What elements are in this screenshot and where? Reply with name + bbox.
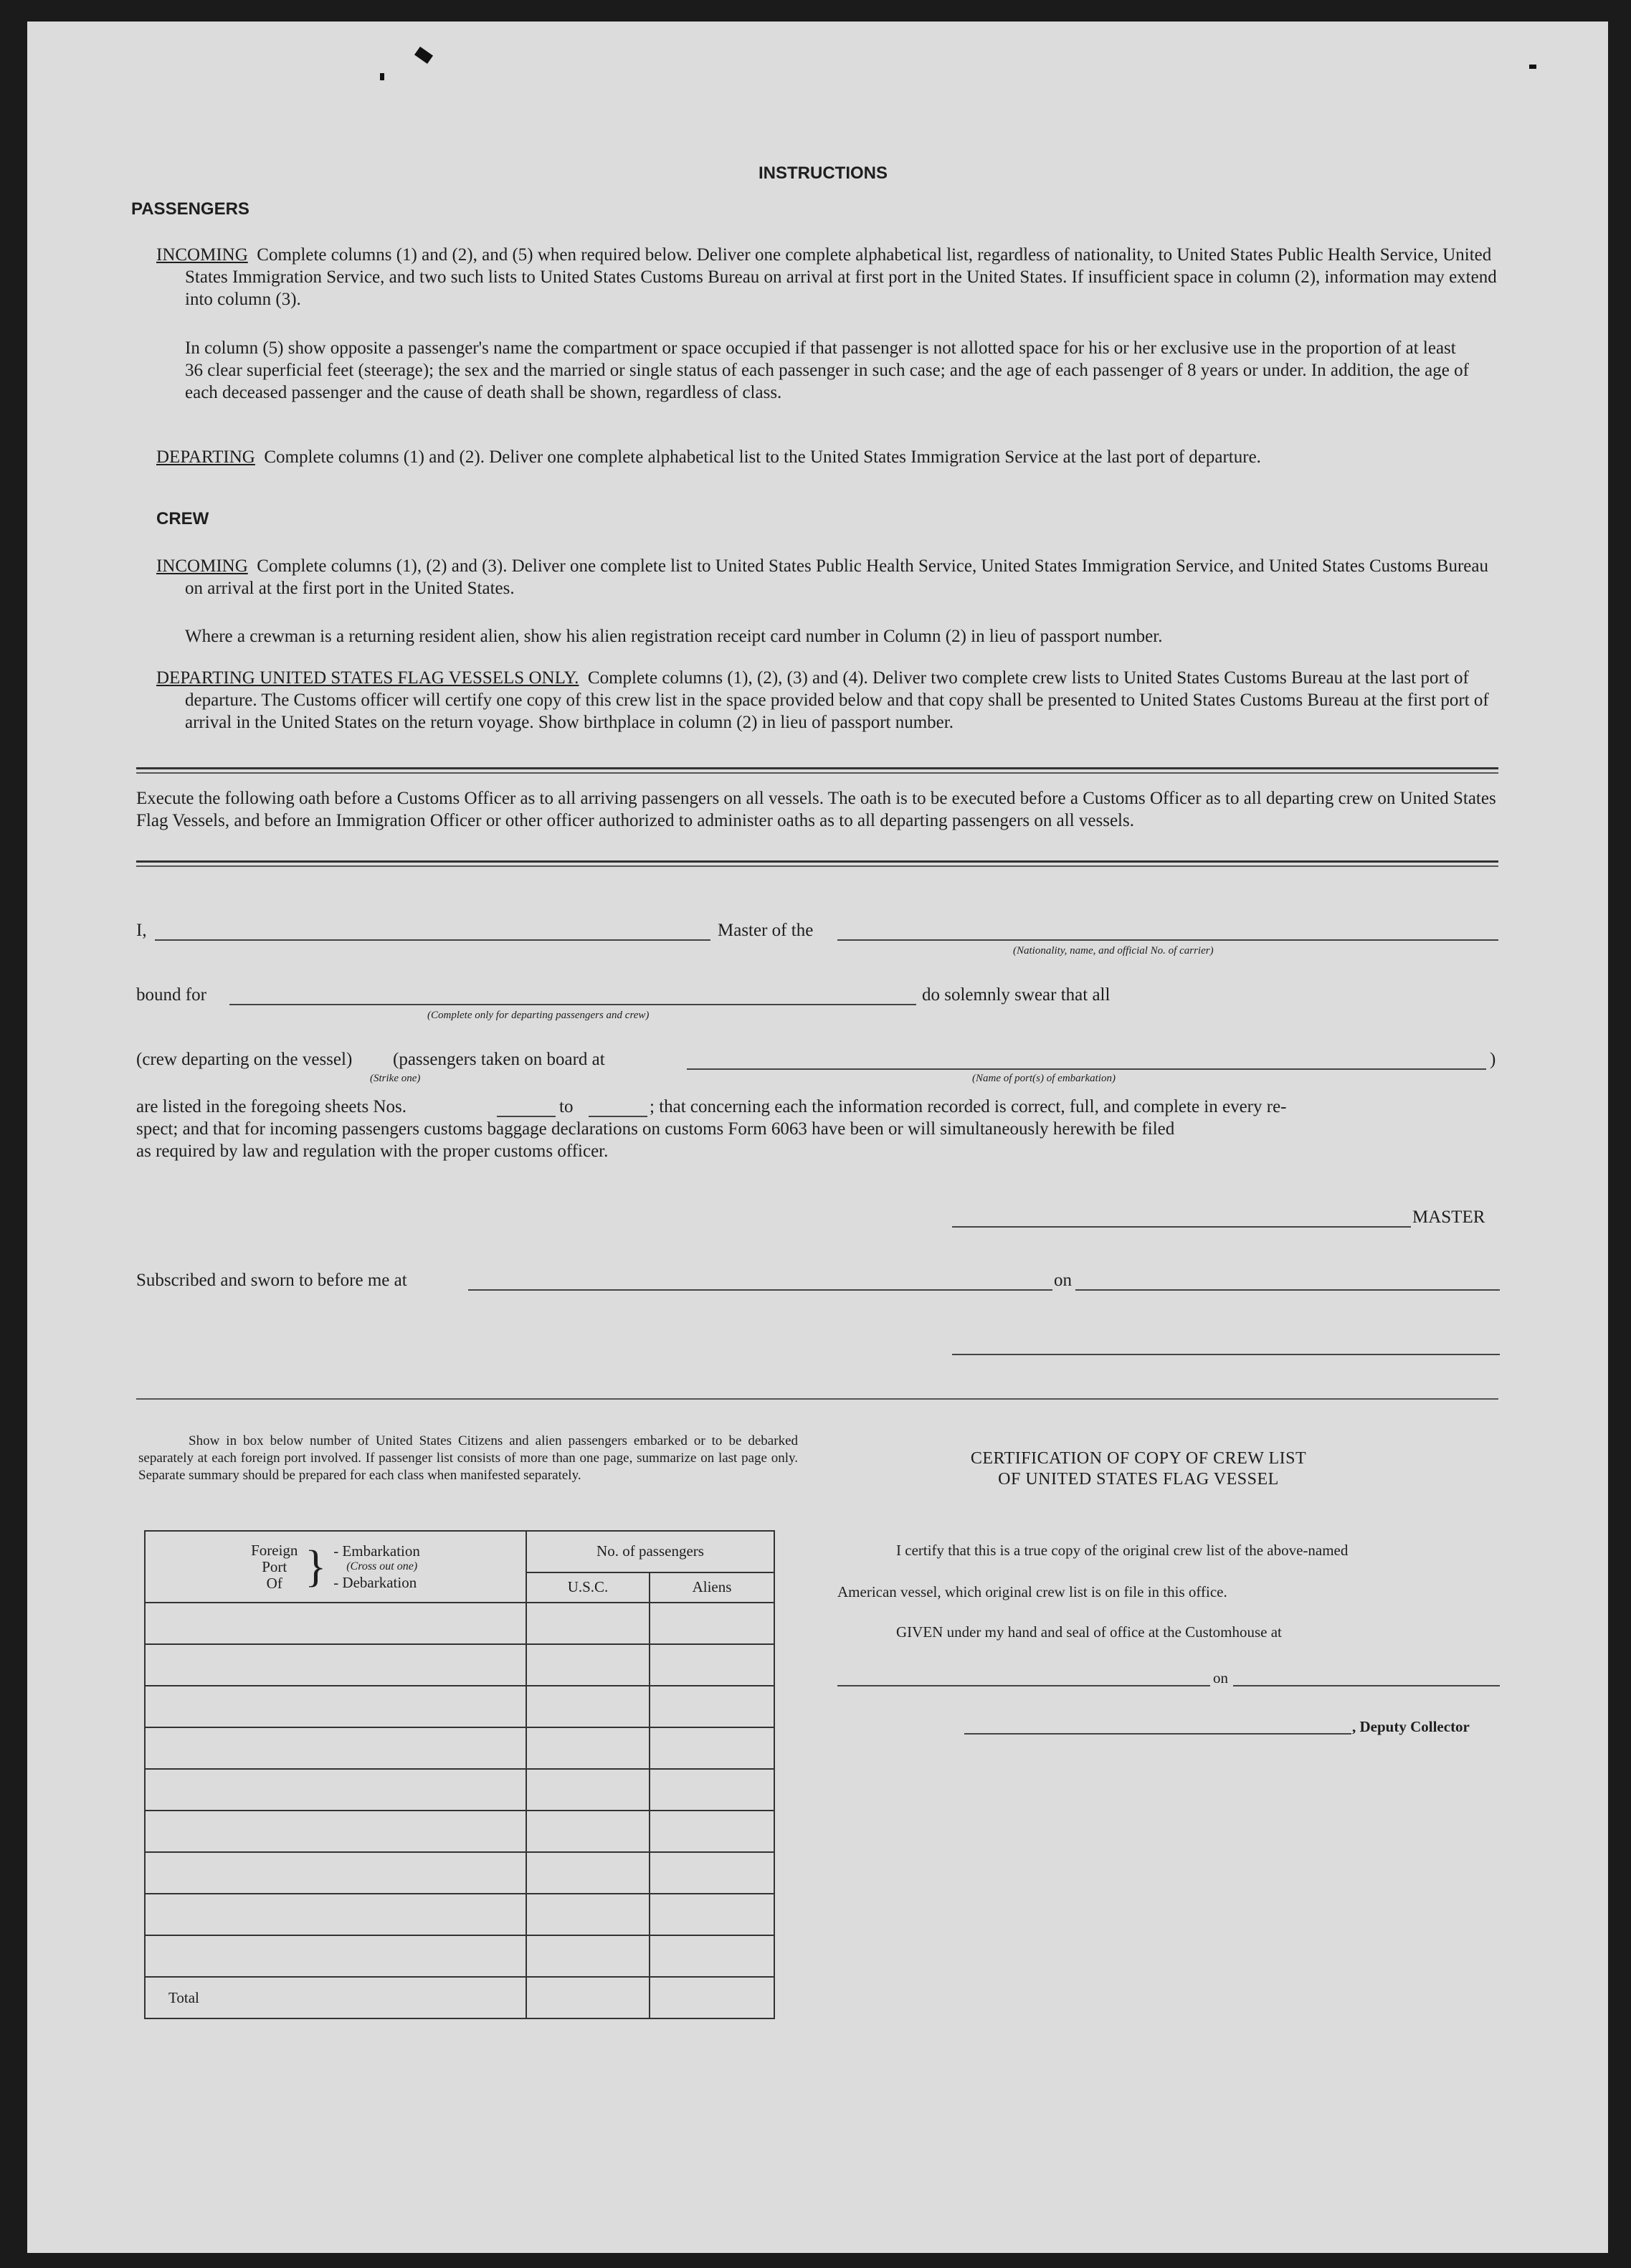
- nationality-caption: (Nationality, name, and official No. of carrier): [1013, 945, 1214, 957]
- aliens-cell[interactable]: [650, 1727, 774, 1769]
- table-row: [145, 1935, 774, 1977]
- total-row: [145, 1977, 774, 2018]
- crew-departing-option[interactable]: (crew departing on the vessel): [136, 1050, 353, 1069]
- divider: [136, 1398, 1498, 1400]
- master-name-field[interactable]: [155, 939, 710, 941]
- port-cell[interactable]: [145, 1894, 526, 1935]
- port-cell[interactable]: [145, 1811, 526, 1852]
- port-cell[interactable]: [145, 1852, 526, 1894]
- crew-departing: [156, 667, 1504, 734]
- port-label: Port: [262, 1557, 287, 1575]
- certify-line1: I certify that this is a true copy of the original crew list of the above-named: [896, 1542, 1349, 1559]
- scan-mark: [414, 47, 433, 64]
- usc-cell[interactable]: [526, 1935, 650, 1977]
- port-cell[interactable]: [145, 1935, 526, 1977]
- master-signature-field[interactable]: [952, 1226, 1411, 1228]
- table-row: [145, 1686, 774, 1727]
- certification-title: [859, 1448, 1418, 1490]
- crew-departing-label: DEPARTING UNITED STATES FLAG VESSELS ONLY.: [156, 668, 579, 688]
- aliens-cell[interactable]: [650, 1894, 774, 1935]
- form-page: [27, 22, 1608, 2253]
- embarkation-ports-field[interactable]: [687, 1068, 1486, 1070]
- subscribed-place-field[interactable]: [468, 1289, 1052, 1291]
- bound-for-field[interactable]: [229, 1004, 916, 1005]
- customhouse-field[interactable]: [837, 1685, 1210, 1686]
- summary-instructions: Show in box below number of United States Citizens and alien passengers embarked or to be debarked separately at each foreign port involved. If passenger list consists of more than one page, summarize on last page only. Separate summary should be prepared for each class when manifested separately.: [138, 1433, 798, 1483]
- subscribed-date-field[interactable]: [1075, 1289, 1500, 1291]
- certification-title-line1: CERTIFICATION OF COPY OF CREW LIST: [970, 1449, 1307, 1468]
- table-row: [145, 1852, 774, 1894]
- aliens-cell[interactable]: [650, 1603, 774, 1644]
- table-row: [145, 1769, 774, 1811]
- certify-line2: American vessel, which original crew list is on file in this office.: [837, 1583, 1227, 1600]
- table-row: [145, 1727, 774, 1769]
- divider: [136, 865, 1498, 867]
- deputy-signature-field[interactable]: [964, 1733, 1351, 1735]
- aliens-cell[interactable]: [650, 1811, 774, 1852]
- crew-heading: CREW: [156, 509, 209, 528]
- crew-incoming-text: Complete columns (1), (2) and (3). Deliver one complete list to United States Public Health Service, United States Immigration Service, and United States Customs Bureau on arrival at the first port in the United States.: [185, 556, 1488, 598]
- aliens-total-cell[interactable]: [650, 1977, 774, 2018]
- sheet-to-field[interactable]: [589, 1116, 647, 1117]
- usc-cell[interactable]: [526, 1894, 650, 1935]
- given-text: GIVEN under my hand and seal of office at the Customhouse at: [896, 1623, 1282, 1641]
- scan-mark: [380, 73, 384, 80]
- ports-caption: (Name of port(s) of embarkation): [972, 1073, 1116, 1084]
- usc-total-cell[interactable]: [526, 1977, 650, 2018]
- passengers-incoming-text: Complete columns (1) and (2), and (5) when required below. Deliver one complete alphabetical list, regardless of nationality, to United States Public Health Service, United States Immigration Service, and two such lists to United States Customs Bureau on arrival at first port in the United States. If insufficient space in column (2), information may extend into column (3).: [185, 245, 1497, 309]
- master-of-the-label: Master of the: [718, 921, 814, 940]
- certification-title-line2: OF UNITED STATES FLAG VESSEL: [998, 1470, 1279, 1489]
- master-signature-label: MASTER: [1412, 1207, 1485, 1227]
- officer-signature-field[interactable]: [952, 1354, 1500, 1355]
- passengers-incoming-label: INCOMING: [156, 245, 248, 265]
- aliens-cell[interactable]: [650, 1935, 774, 1977]
- usc-cell[interactable]: [526, 1727, 650, 1769]
- close-paren: ): [1490, 1050, 1496, 1069]
- deputy-collector-label: , Deputy Collector: [1352, 1718, 1470, 1735]
- port-header: [145, 1531, 526, 1603]
- oath-i-label: I,: [136, 921, 147, 940]
- complete-only-caption: (Complete only for departing passengers and crew): [427, 1010, 650, 1021]
- passengers-departing-text: Complete columns (1) and (2). Deliver one complete alphabetical list to the United States Immigration Service at the last port of departure.: [264, 447, 1261, 467]
- crew-incoming: [156, 555, 1504, 599]
- usc-cell[interactable]: [526, 1603, 650, 1644]
- page-title: INSTRUCTIONS: [759, 163, 888, 183]
- subscribed-on-label: on: [1054, 1271, 1072, 1290]
- carrier-field[interactable]: [837, 939, 1498, 941]
- to-label: to: [559, 1097, 574, 1116]
- usc-header: U.S.C.: [526, 1572, 650, 1603]
- brace-icon: }: [305, 1542, 327, 1591]
- table-row: [145, 1644, 774, 1686]
- certification-on-label: on: [1213, 1669, 1228, 1686]
- port-cell[interactable]: [145, 1644, 526, 1686]
- embarkation-label: - Embarkation: [333, 1542, 420, 1560]
- required-text: as required by law and regulation with the proper customs officer.: [136, 1142, 609, 1161]
- aliens-cell[interactable]: [650, 1852, 774, 1894]
- aliens-cell[interactable]: [650, 1686, 774, 1727]
- table-row: [145, 1894, 774, 1935]
- aliens-cell[interactable]: [650, 1644, 774, 1686]
- usc-cell[interactable]: [526, 1644, 650, 1686]
- bound-for-label: bound for: [136, 985, 206, 1005]
- sheet-from-field[interactable]: [497, 1116, 556, 1117]
- table-row: [145, 1811, 774, 1852]
- foreign-label: Foreign: [251, 1541, 298, 1559]
- crew-returning: Where a crewman is a returning resident alien, show his alien registration receipt card number in Column (2) in lieu of passport number.: [185, 627, 1163, 646]
- concerning-text: ; that concerning each the information recorded is correct, full, and complete in every re-: [650, 1097, 1287, 1116]
- summary-table: [144, 1530, 775, 2019]
- crew-departing-text: Complete columns (1), (2), (3) and (4). Deliver two complete crew lists to United States Customs Bureau at the last port of departure. The Customs officer will certify one copy of this crew list in the space provided below and that copy shall be presented to United States Customs Bureau at the first port of arrival in the United States on the return voyage. Show birthplace in column (2) in lieu of passport number.: [185, 668, 1489, 732]
- strike-one-caption: (Strike one): [370, 1073, 421, 1084]
- divider: [136, 772, 1498, 774]
- usc-cell[interactable]: [526, 1811, 650, 1852]
- subscribed-label: Subscribed and sworn to before me at: [136, 1271, 407, 1290]
- port-cell[interactable]: [145, 1769, 526, 1811]
- passengers-departing-label: DEPARTING: [156, 447, 255, 467]
- no-of-passengers-header: No. of passengers: [526, 1531, 774, 1572]
- passengers-column5: In column (5) show opposite a passenger's name the compartment or space occupied if that passenger is not allotted space for his or her exclusive use in the proportion of at least 36 clear superficial feet (steerage); the sex and the married or single status of each passenger in such case; and the age of each passenger of 8 years or under. In addition, the age of each deceased passenger and the cause of death shall be shown, regardless of class.: [185, 338, 1469, 402]
- divider: [136, 767, 1498, 769]
- respect-text: spect; and that for incoming passengers customs baggage declarations on customs Form 6063 have been or will simultaneously herewith be filed: [136, 1119, 1175, 1139]
- divider: [136, 860, 1498, 863]
- usc-cell[interactable]: [526, 1686, 650, 1727]
- port-cell[interactable]: [145, 1686, 526, 1727]
- crew-incoming-label: INCOMING: [156, 556, 248, 576]
- port-cell[interactable]: [145, 1727, 526, 1769]
- of-label: Of: [266, 1574, 282, 1592]
- oath-intro: Execute the following oath before a Customs Officer as to all arriving passengers on all vessels. The oath is to be executed before a Customs Officer as to all departing crew on United States Flag Vessels, and before an Immigration Officer or other officer authorized to administer oaths as to all departing passengers on all vessels.: [136, 789, 1496, 830]
- usc-cell[interactable]: [526, 1769, 650, 1811]
- debarkation-label: - Debarkation: [333, 1574, 417, 1591]
- listed-in-label: are listed in the foregoing sheets Nos.: [136, 1097, 406, 1116]
- scan-mark: [1529, 65, 1536, 69]
- passengers-incoming: [156, 244, 1504, 310]
- aliens-header: Aliens: [650, 1572, 774, 1603]
- certification-date-field[interactable]: [1233, 1685, 1500, 1686]
- passengers-taken-option[interactable]: (passengers taken on board at: [393, 1050, 605, 1069]
- passengers-heading: PASSENGERS: [131, 199, 249, 219]
- table-row: [145, 1603, 774, 1644]
- total-label: Total: [145, 1977, 526, 2018]
- cross-out-caption: (Cross out one): [346, 1560, 418, 1572]
- swear-label: do solemnly swear that all: [922, 985, 1111, 1005]
- port-cell[interactable]: [145, 1603, 526, 1644]
- usc-cell[interactable]: [526, 1852, 650, 1894]
- aliens-cell[interactable]: [650, 1769, 774, 1811]
- passengers-departing: [156, 446, 1504, 468]
